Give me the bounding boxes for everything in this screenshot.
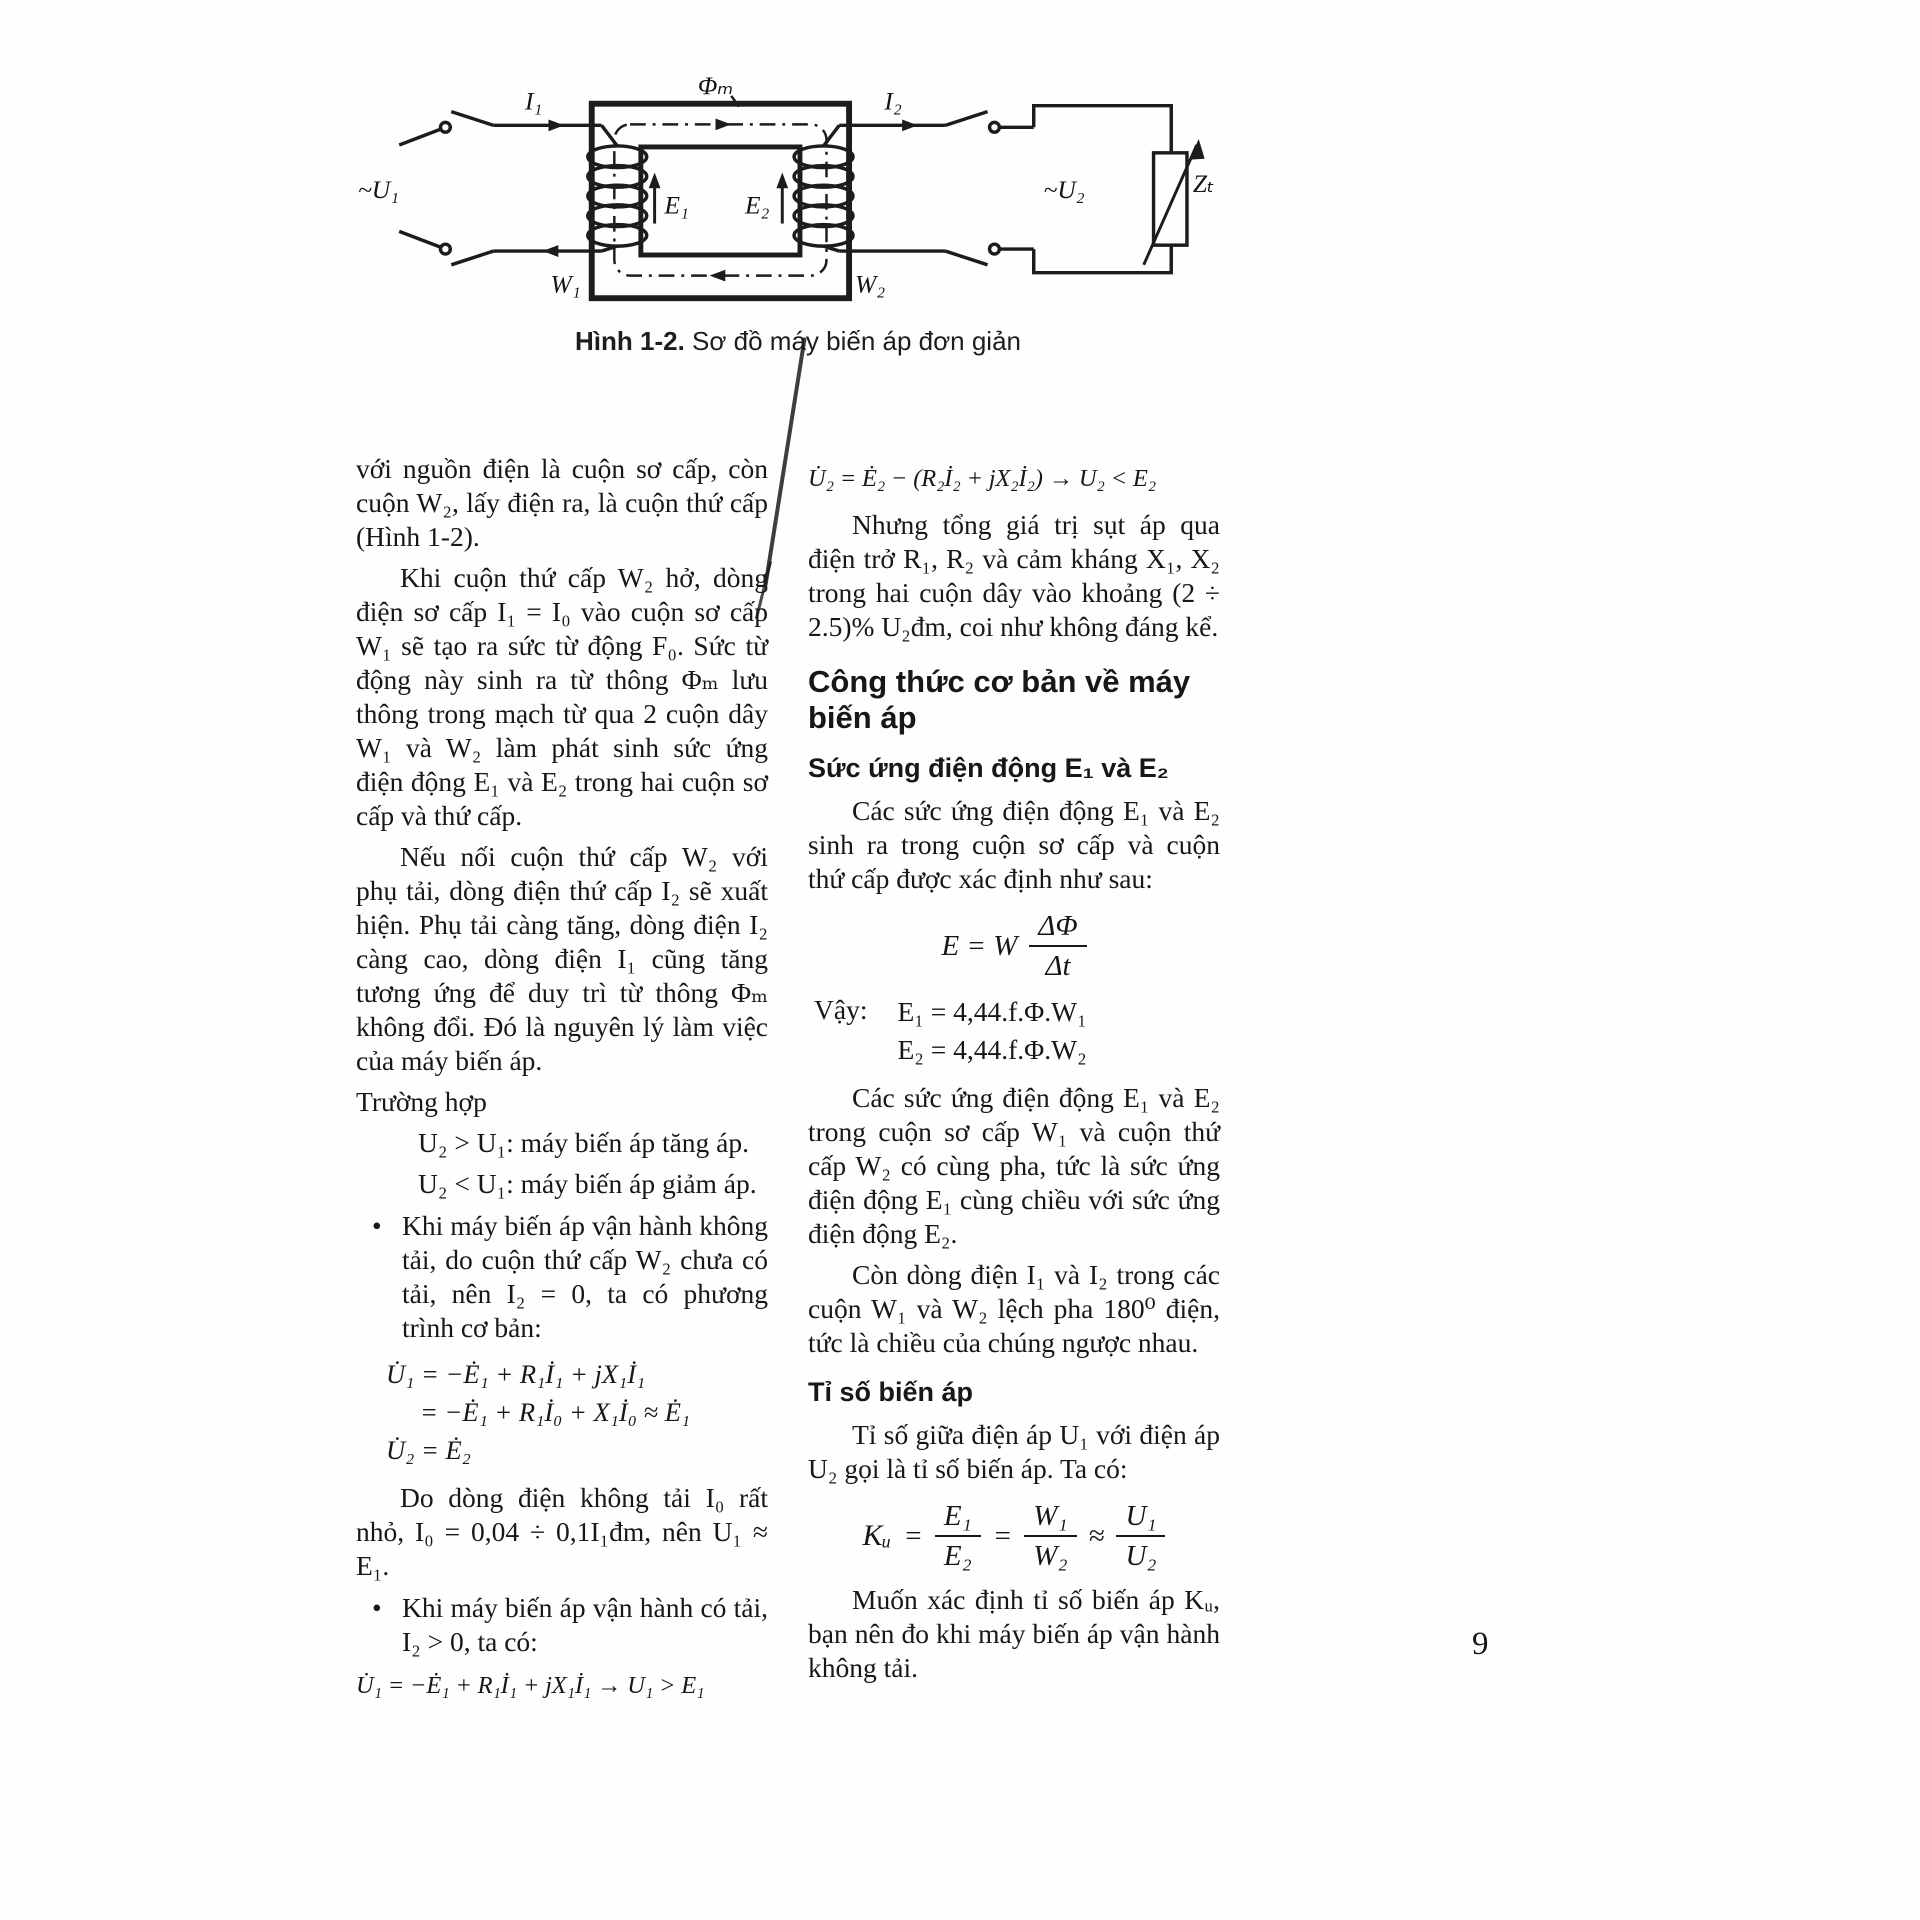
transformer-circuit-figure [356,76,1240,322]
fraction-w1-w2 [1024,1500,1076,1573]
secondary-wiring [824,106,1172,273]
formula-emf-lhs: E = W [941,930,1018,963]
emf-results [808,993,1220,1069]
fraction-denominator: U₂ [1125,1540,1157,1573]
page-number: 9 [1472,1626,1489,1662]
fraction-numerator: E₁ [935,1500,981,1537]
load-label: Zₜ [1192,169,1215,199]
figure-title: Sơ đồ máy biến áp đơn giản [684,326,1021,356]
equals-sign: = [903,1520,923,1553]
bullet-with-load [356,1591,768,1659]
approx-sign: ≈ [1088,1520,1105,1553]
text-columns [356,452,1220,1715]
fraction-u1-u2 [1116,1500,1165,1573]
bullet-no-load [356,1209,768,1345]
equation-u2-loaded: U̇₂ = Ė₂ − (R₂İ₂ + jX₂İ₂) → U₂ < E₂ [808,465,1156,492]
paragraph-voltage-drop: Nhưng tổng giá trị sụt áp qua điện trở R₁, R₂ và cảm kháng X₁, X₂ trong hai cuộn dây vào khoảng (2 ÷ 2.5)% U₂đm, coi như không đáng kể. [808,509,1220,642]
secondary-voltage-label: ~U₂ [1043,175,1085,205]
formula-emf [808,910,1220,983]
fraction-denominator: W₂ [1033,1540,1068,1573]
fraction-denominator: E₂ [943,1540,972,1573]
primary-wiring [399,112,617,265]
paragraph-intro: với nguồn điện là cuộn sơ cấp, còn cuộn W₂, lấy điện ra, là cuộn thứ cấp (Hình 1-2). [356,453,768,552]
e1-arrowhead [649,172,661,188]
subheading-turns-ratio: Tỉ số biến áp [808,1376,974,1407]
primary-winding-label: W₁ [550,269,581,299]
fraction-e1-e2 [935,1500,981,1573]
bullet-text: Khi máy biến áp vận hành có tải, I₂ > 0, ta có: [402,1592,768,1657]
fraction-denominator: Δt [1045,950,1071,983]
case-heading: Trường hợp [356,1086,487,1117]
paragraph-no-load-flux: Khi cuộn thứ cấp W₂ hở, dòng điện sơ cấp I₁ = I₀ vào cuộn sơ cấp W₁ sẽ tạo ra sức từ động F₀. Sức từ động này sinh ra từ thông Φₘ lưu thông trong mạch từ qua 2 cuộn dây W₁ và W₂ làm phát sinh sức ứng điện động E₁ và E₂ trong hai cuộn sơ cấp và thứ cấp. [356,562,768,831]
left-column [356,452,768,1715]
equation-block-no-load [386,1355,768,1469]
subheading-emf: Sức ứng điện động E₁ và E₂ [808,753,1169,783]
right-column [808,452,1220,1715]
e2-label: E₂ [744,190,770,220]
case-step-down: U₂ < U₁: máy biến áp giảm áp. [418,1168,757,1199]
paragraph-measure-no-load: Muốn xác định tỉ số biến áp Kᵤ, bạn nên đo khi máy biến áp vận hành không tải. [808,1583,1220,1683]
paragraph-emf-phase: Các sức ứng điện động E₁ và E₂ trong cuộn sơ cấp W₁ và cuộn thứ cấp W₂ có cùng pha, tức là sức ứng điện động E₁ cùng chiều với sức ứng điện động E₂. [808,1081,1220,1249]
formula-turns-ratio [808,1500,1220,1573]
primary-coil [588,146,647,246]
bullet-icon: • [372,1592,382,1623]
paragraph-turns-ratio: Tỉ số giữa điện áp U₁ với điện áp U₂ gọi là tỉ số biến áp. Ta có: [808,1418,1220,1484]
secondary-current-label: I₂ [884,86,902,116]
transformer-core [592,104,849,298]
fraction-numerator: U₁ [1116,1500,1165,1537]
fraction-numerator: ΔΦ [1029,910,1086,947]
e1-label: E₁ [664,190,689,220]
e2-arrowhead [776,172,788,188]
primary-voltage-label: ~U₁ [357,175,400,205]
bullet-text: Khi máy biến áp vận hành không tải, do cuộn thứ cấp W₂ chưa có tải, nên I₂ = 0, ta có phương trình cơ bản: [402,1210,768,1343]
vay-label: Vậy: [814,993,868,1025]
primary-current-label: I₁ [524,86,543,116]
variable-load-arrowhead [1189,139,1205,160]
secondary-winding-label: W₂ [854,269,886,299]
equation-u1-approx: = −Ė₁ + R₁İ₀ + X₁İ₀ ≈ Ė₁ [420,1397,691,1427]
equation-u1-loaded: U̇₁ = −Ė₁ + R₁İ₁ + jX₁İ₁ → U₁ > E₁ [356,1672,705,1699]
equation-u2: U̇₂ = Ė₂ [386,1435,471,1465]
paragraph-emf-definition: Các sức ứng điện động E₁ và E₂ sinh ra trong cuộn sơ cấp và cuộn thứ cấp được xác định như sau: [808,795,1220,894]
flux-label: Φₘ [697,76,734,100]
equation-e2: E₂ = 4,44.f.Φ.W₂ [897,1033,1087,1065]
equation-e1: E₁ = 4,44.f.Φ.W₁ [897,995,1087,1027]
secondary-coil [794,146,853,246]
flux-arrow [715,118,731,130]
paragraph-current-phase: Còn dòng điện I₁ và I₂ trong các cuộn W₁ và W₂ lệch pha 180⁰ điện, tức là chiều của chúng ngược nhau. [808,1258,1220,1358]
equals-sign: = [992,1520,1013,1553]
paragraph-load-principle: Nếu nối cuộn thứ cấp W₂ với phụ tải, dòng điện thứ cấp I₂ sẽ xuất hiện. Phụ tải càng tăng, dòng điện I₂ càng cao, dòng điện I₁ cũng tăng tương ứng để duy trì từ thông Φₘ không đổi. Đó là nguyên lý làm việc của máy biến áp. [356,841,768,1076]
paragraph-no-load-current: Do dòng điện không tải I₀ rất nhỏ, I₀ = 0,04 ÷ 0,1I₁đm, nên U₁ ≈ E₁. [356,1482,768,1581]
i2-current-arrow [902,119,918,131]
fraction-dphi-dt [1029,910,1086,983]
flux-arrow [710,270,726,282]
section-heading-basic-formulas: Công thức cơ bản về máy biến áp [808,664,1191,735]
ku-symbol: Kᵤ [862,1519,892,1553]
i1-current-arrow [549,119,565,131]
figure-area [356,76,1240,357]
figure-number: Hình 1-2. [575,326,685,356]
equation-u1: U̇₁ = −Ė₁ + R₁İ₁ + jX₁İ₁ [386,1359,646,1389]
return-current-arrow [543,245,559,257]
fraction-numerator: W₁ [1024,1500,1076,1537]
figure-caption [356,326,1240,357]
case-step-up: U₂ > U₁: máy biến áp tăng áp. [418,1127,749,1158]
bullet-icon: • [372,1210,382,1241]
emf-equations [897,993,1086,1069]
